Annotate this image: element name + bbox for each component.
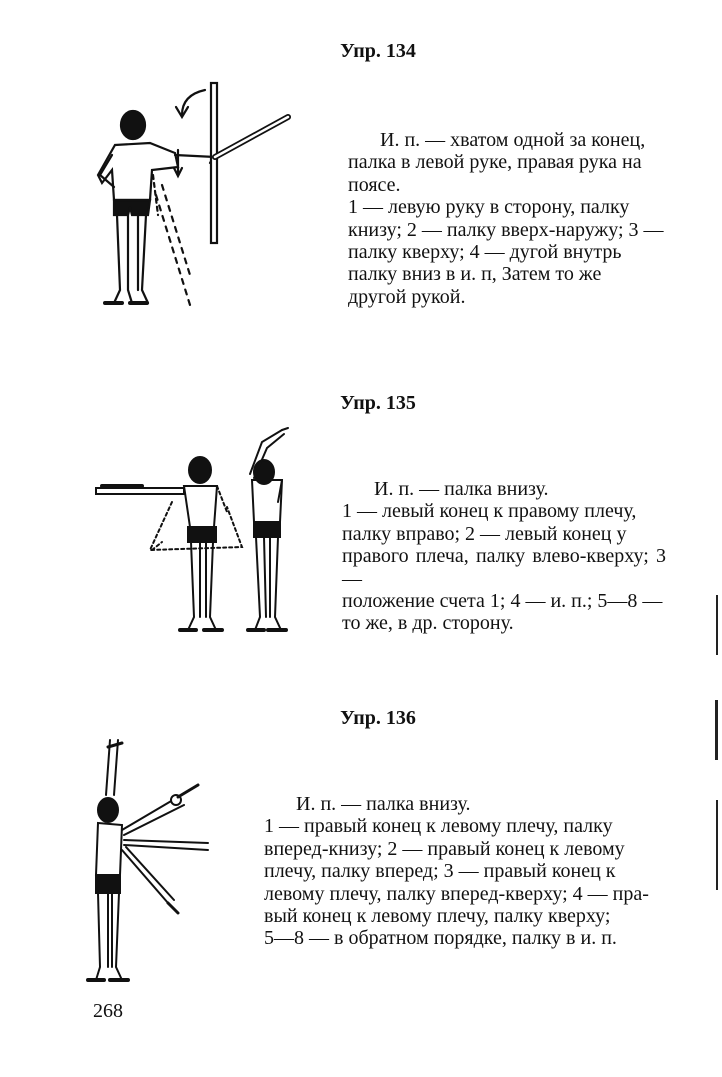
- text-line: правого плеча, палку влево-кверху; 3 —: [342, 545, 666, 590]
- exercise-136-figure: [78, 735, 223, 985]
- text-line: поясе.: [348, 173, 401, 196]
- exercise-135-title: Упр. 135: [340, 392, 416, 414]
- text-line: плечу, палку вперед; 3 — правый конец к: [264, 860, 616, 883]
- text-line: вперед-книзу; 2 — правый конец к левому: [264, 837, 625, 860]
- text-line: другой рукой.: [348, 285, 466, 308]
- exercise-135-text: [342, 478, 666, 635]
- text-line: И. п. — хватом одной за конец,: [380, 129, 646, 151]
- text-line: палку кверху; 4 — дугой внутрь: [348, 241, 622, 264]
- page-number: 268: [93, 1000, 123, 1022]
- text-line: И. п. — палка внизу.: [296, 793, 471, 815]
- text-line: книзу; 2 — палку вверх-наружу; 3 —: [348, 218, 664, 241]
- text-line: 1 — правый конец к левому плечу, палку: [264, 815, 613, 838]
- text-line: 1 — левый конец к правому плечу,: [342, 500, 637, 523]
- exercise-134-figure: [90, 75, 300, 315]
- text-line: 5—8 — в обратном порядке, палку в и. п.: [264, 927, 617, 950]
- exercise-135-figure: [92, 422, 302, 642]
- text-line: то же, в др. сторону.: [342, 612, 514, 635]
- text-line: палка в левой руке, правая рука на: [348, 151, 642, 174]
- text-line: И. п. — палка внизу.: [374, 478, 549, 500]
- scan-edge-mark: [716, 595, 718, 655]
- scan-edge-mark: [716, 800, 718, 890]
- text-line: палку вправо; 2 — левый конец у: [342, 522, 627, 545]
- text-line: палку вниз в и. п, Затем то же: [348, 263, 602, 286]
- exercise-134-title: Упр. 134: [340, 40, 416, 62]
- text-line: положение счета 1; 4 — и. п.; 5—8 —: [342, 590, 663, 613]
- exercise-134-text: [348, 129, 666, 308]
- exercise-136-title: Упр. 136: [340, 707, 416, 729]
- exercise-136-text: [264, 793, 659, 950]
- text-line: 1 — левую руку в сторону, палку: [348, 196, 630, 219]
- text-line: левому плечу, палку вперед-кверху; 4 — пра-: [264, 882, 649, 905]
- text-line: вый конец к левому плечу, палку кверху;: [264, 905, 611, 928]
- scan-edge-mark: [715, 700, 718, 760]
